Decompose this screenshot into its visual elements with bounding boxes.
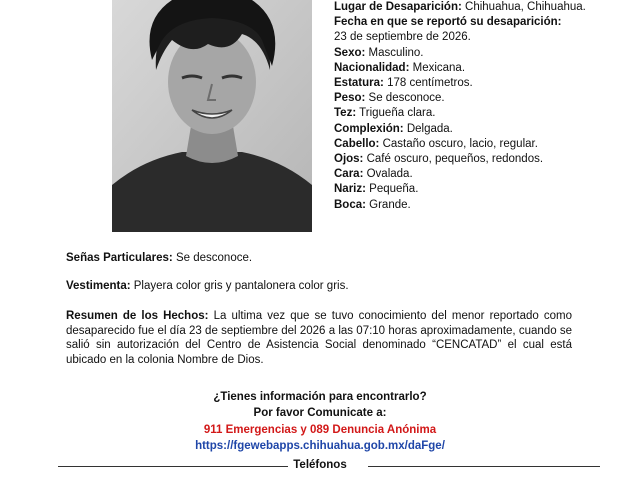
detail-ojos: Ojos: Café oscuro, pequeños, redondos. xyxy=(334,153,544,166)
detail-cabello: Cabello: Castaño oscuro, lacio, regular. xyxy=(334,137,538,150)
detail-tez: Tez: Trigueña clara. xyxy=(334,107,436,120)
detail-boca: Boca: Grande. xyxy=(334,198,411,211)
resumen-hechos: Resumen de los Hechos: La ultima vez que se tuvo conocimiento del menor reportado como desaparecido fue el día 23 de septiembre del 2026 a las 07:10 horas aproximadamente, cuando se salió sin autorización del Centro de Asistencia Social denominado “CENCATAD” el cual está ubicado en la colonia Nombre de Dios. xyxy=(66,310,573,366)
vestimenta: Vestimenta: Playera color gris y pantalonera color gris. xyxy=(66,280,349,292)
detail-lugar: Lugar de Desaparición: Chihuahua, Chihuahua. xyxy=(334,1,586,13)
phones-heading: Teléfonos xyxy=(293,459,347,471)
emergency-numbers: 911 Emergencias y 089 Denuncia Anónima xyxy=(203,424,437,436)
detail-peso: Peso: Se desconoce. xyxy=(334,92,445,105)
detail-nacionalidad: Nacionalidad: Mexicana. xyxy=(334,61,466,74)
missing-person-photo xyxy=(112,0,312,232)
detail-complexion: Complexión: Delgada. xyxy=(334,122,453,135)
detail-estatura: Estatura: 178 centímetros. xyxy=(334,77,473,90)
senas-particulares: Señas Particulares: Se desconoce. xyxy=(66,252,253,264)
detail-sexo: Sexo: Masculino. xyxy=(334,46,424,59)
detail-fecha-value: 23 de septiembre de 2026. xyxy=(334,31,471,44)
contact-question: ¿Tienes información para encontrarlo? xyxy=(213,391,427,403)
detail-nariz: Nariz: Pequeña. xyxy=(334,183,419,196)
person-details xyxy=(334,0,634,213)
contact-please: Por favor Comunicate a: xyxy=(253,407,387,419)
report-url-link[interactable]: https://fgewebapps.chihuahua.gob.mx/daFge/ xyxy=(195,440,445,452)
detail-cara: Cara: Ovalada. xyxy=(334,168,413,181)
detail-fecha-label: Fecha en que se reportó su desaparición: xyxy=(334,16,562,29)
